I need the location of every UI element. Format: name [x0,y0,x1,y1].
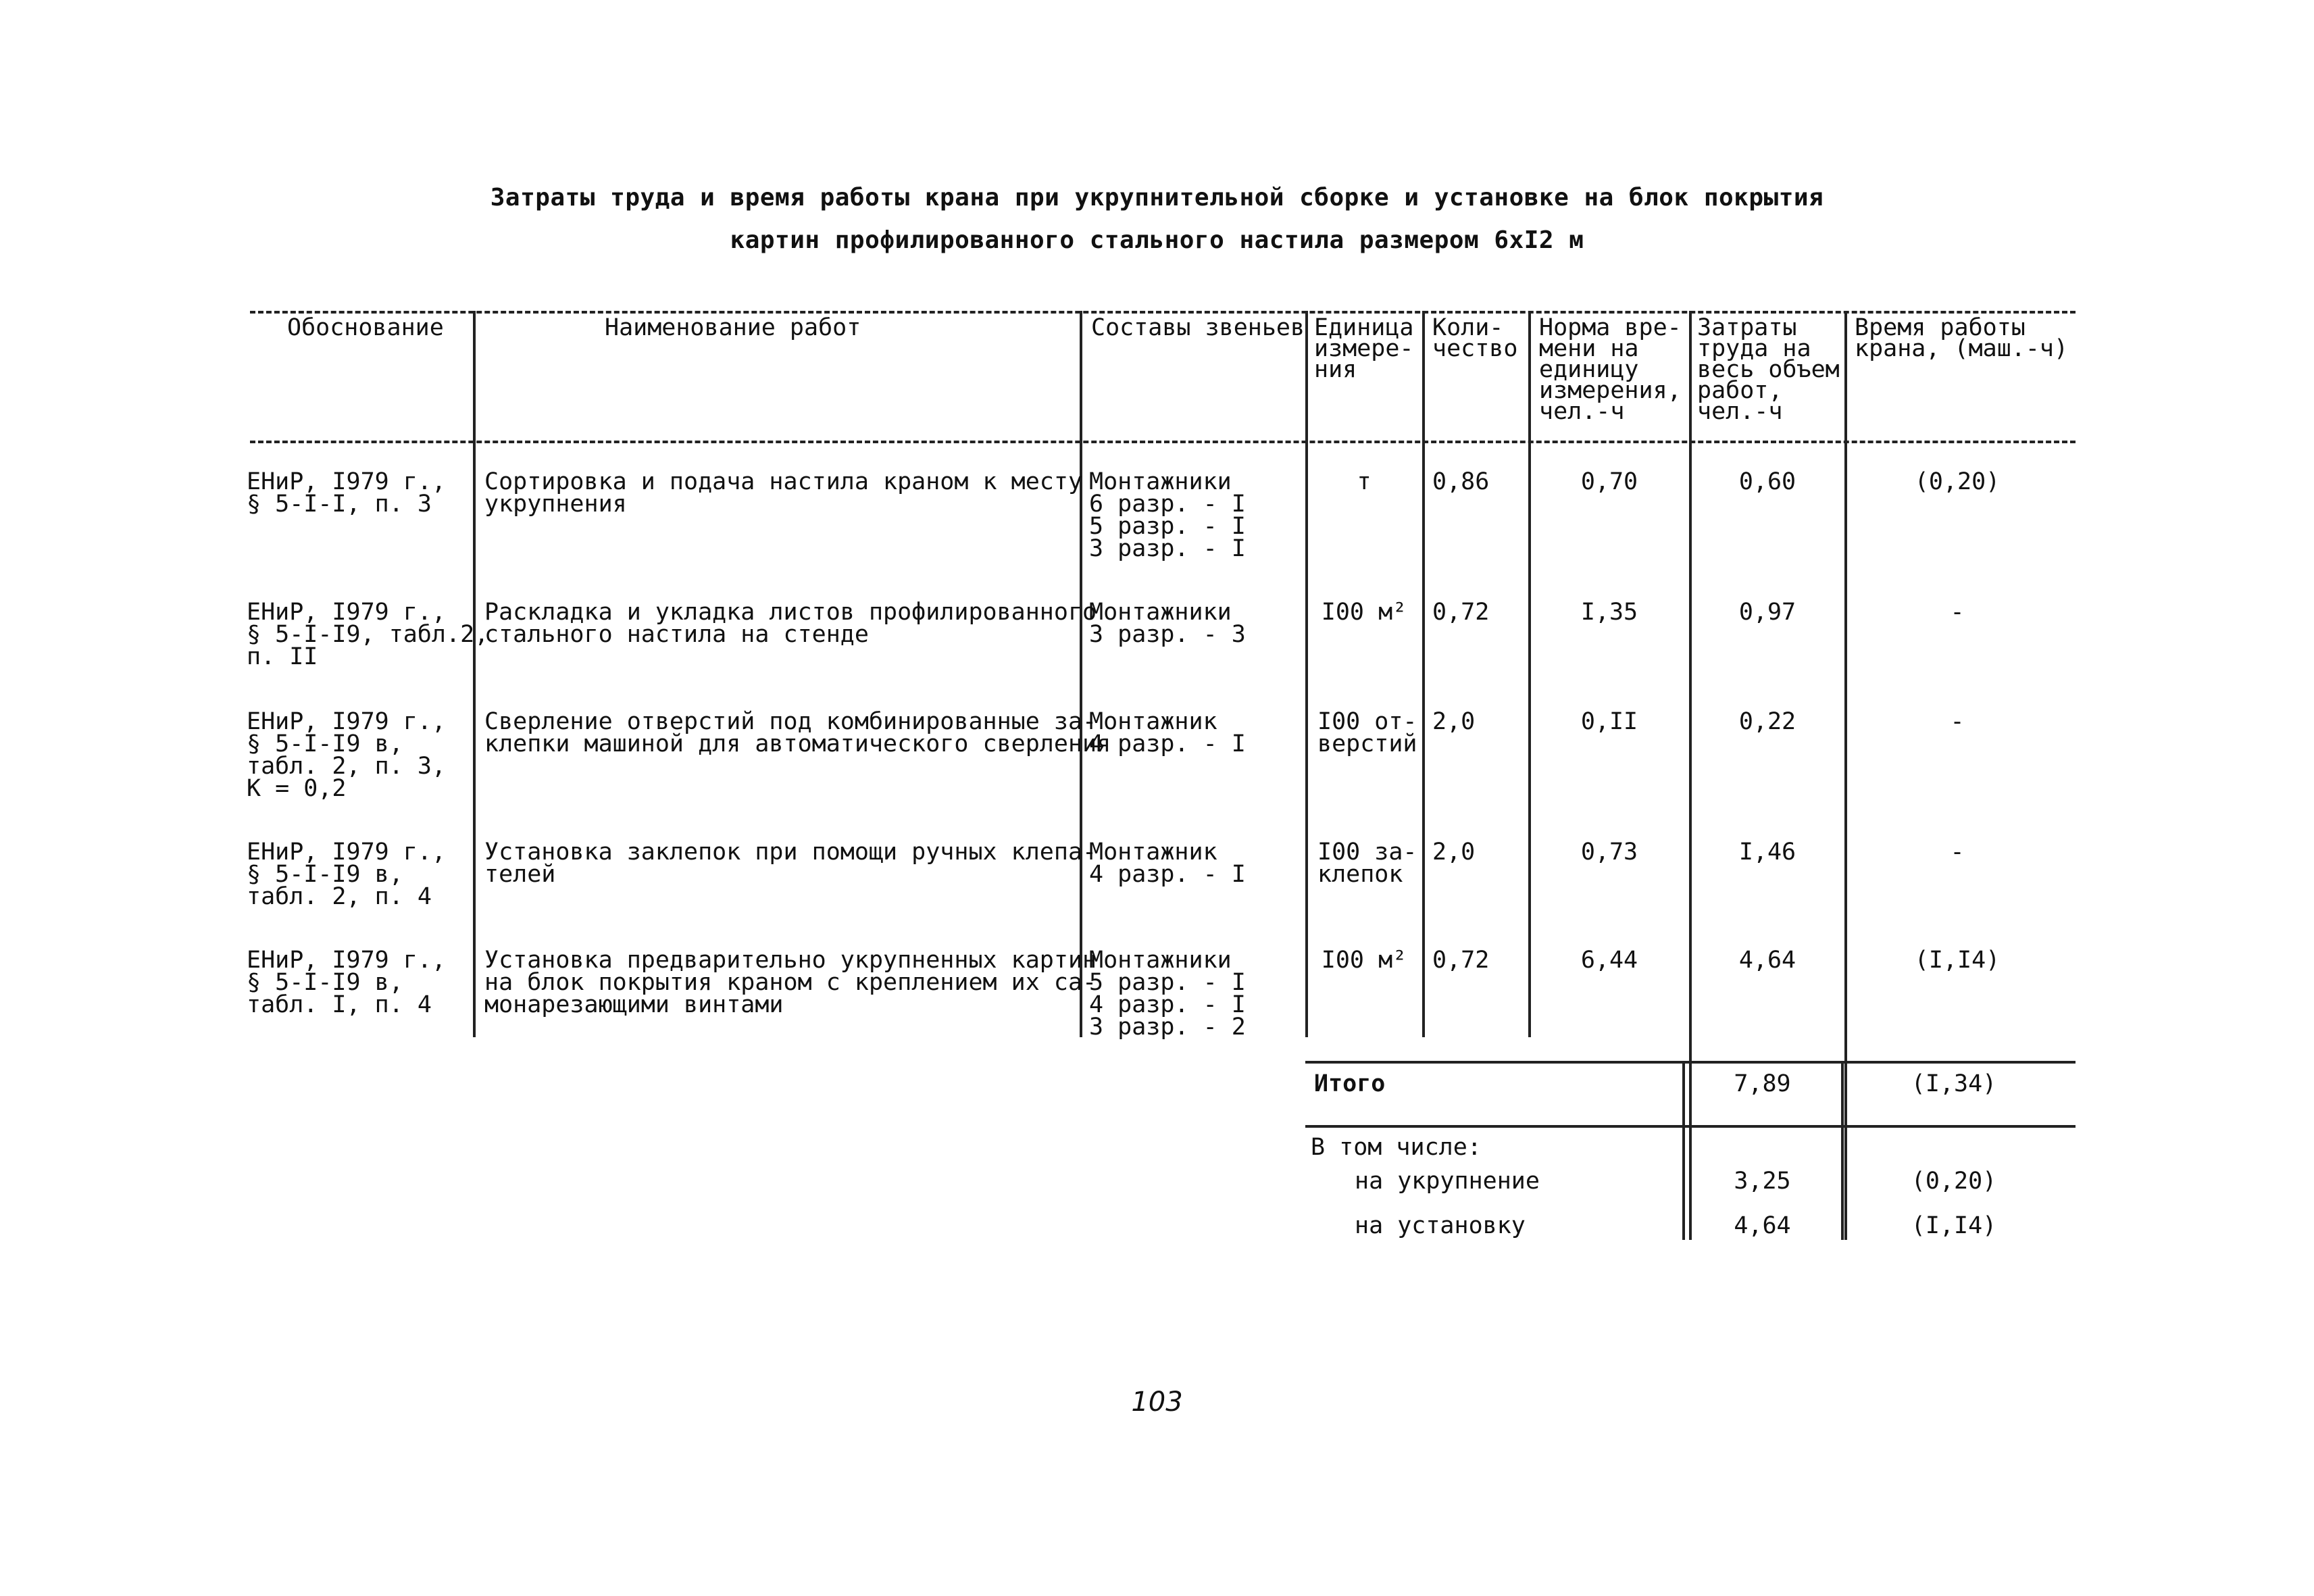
table-row-5-crew: Монтажники 5 разр. - I 4 разр. - I 3 разр. - 2 [1089,947,1246,1041]
header-crane-time: Время работы крана, (маш.-ч) [1855,314,2069,362]
table-row-3-labor: 0,22 [1738,708,1796,735]
col-divider-5 [1528,311,1531,1037]
table-row-5-quantity: 0,72 [1432,947,1490,974]
table-row-4-quantity: 2,0 [1432,839,1476,866]
table-row-3-time-norm: 0,II [1580,708,1638,735]
table-row-4-crane-time: - [1950,839,1965,866]
table-row-3-basis: ЕНиР, I979 г., § 5-I-I9 в, табл. 2, п. 3, К = 0,2 [247,708,447,802]
col-divider-2 [1080,311,1082,1037]
table-row-2-time-norm: I,35 [1580,599,1638,626]
table-row-3-work-name: Сверление отверстий под комбинированные за- клепки машиной для автоматического сверления [484,708,1111,757]
table-row-3-quantity: 2,0 [1432,708,1476,735]
table-row-4-work-name: Установка заклепок при помощи ручных клепа- телей [484,839,1097,888]
col-divider-7 [1844,311,1847,1240]
table-row-5-work-name: Установка предварительно укрупненных картин на блок покрытия краном с креплением их са- монарезающими винтами [484,947,1097,1018]
table-row-1-basis: ЕНиР, I979 г., § 5-I-I, п. 3 [247,468,447,518]
table-row-1-quantity: 0,86 [1432,468,1490,495]
table-row-2-quantity: 0,72 [1432,599,1490,626]
table-title-line-2: картин профилированного стального настила размером 6хI2 м [730,226,1584,254]
including-label: В том числе: [1311,1134,1482,1161]
header-bottom-rule [250,441,2076,443]
header-quantity: Коли- чество [1432,314,1518,362]
table-row-5-labor: 4,64 [1738,947,1796,974]
header-labor: Затраты труда на весь объем работ, чел.-ч [1697,314,1840,425]
table-row-2-labor: 0,97 [1738,599,1796,626]
table-row-1-crane-time: (0,20) [1914,468,2001,495]
table-row-2-crew: Монтажники 3 разр. - 3 [1089,599,1246,648]
table-row-2-basis: ЕНиР, I979 г., § 5-I-I9, табл.2, п. II [247,599,489,670]
summary-divider-2 [1841,1061,1844,1240]
table-row-2-crane-time: - [1950,599,1965,626]
total-bottom-rule [1305,1125,2076,1128]
header-basis: Обоснование [287,314,444,341]
header-crew: Составы звеньев [1091,314,1305,341]
col-divider-3 [1305,311,1308,1037]
table-row-2-work-name: Раскладка и укладка листов профилированного стального настила на стенде [484,599,1097,648]
including-item-1-labor: 3,25 [1734,1168,1791,1195]
including-item-2-label: на установку [1355,1212,1526,1239]
col-divider-4 [1422,311,1425,1037]
table-row-1-labor: 0,60 [1738,468,1796,495]
table-row-1-unit: т [1357,468,1372,495]
table-row-1-time-norm: 0,70 [1580,468,1638,495]
header-top-rule [250,311,2076,314]
col-divider-1 [473,311,476,1037]
including-item-2-crane-time: (I,I4) [1911,1212,1997,1239]
table-title-line-1: Затраты труда и время работы крана при укрупнительной сборке и установке на блок покрытия [490,184,1824,211]
table-row-3-crane-time: - [1950,708,1965,735]
table-row-5-crane-time: (I,I4) [1914,947,2001,974]
table-row-5-unit: I00 м² [1321,947,1407,974]
page-number: 103 [1131,1387,1183,1418]
total-top-rule [1305,1061,2076,1064]
table-row-4-labor: I,46 [1738,839,1796,866]
header-work-name: Наименование работ [605,314,861,341]
table-row-1-work-name: Сортировка и подача настила краном к месту укрупнения [484,468,1083,518]
col-divider-6 [1689,311,1692,1240]
table-row-2-unit: I00 м² [1321,599,1407,626]
including-item-1-label: на укрупнение [1355,1168,1540,1195]
table-row-5-basis: ЕНиР, I979 г., § 5-I-I9 в, табл. I, п. 4 [247,947,447,1018]
table-row-4-basis: ЕНиР, I979 г., § 5-I-I9 в, табл. 2, п. 4 [247,839,447,910]
total-crane-time: (I,34) [1911,1070,1997,1097]
table-row-3-unit: I00 от- верстий [1317,708,1417,757]
table-row-4-unit: I00 за- клепок [1317,839,1417,888]
summary-divider-1 [1682,1061,1685,1240]
total-label: Итого [1314,1070,1386,1097]
table-row-3-crew: Монтажник 4 разр. - I [1089,708,1246,757]
header-time-norm: Норма вре- мени на единицу измерения, чел.-ч [1539,314,1682,425]
table-row-4-time-norm: 0,73 [1580,839,1638,866]
table-row-4-crew: Монтажник 4 разр. - I [1089,839,1246,888]
header-unit: Единица измере- ния [1314,314,1414,383]
table-row-1-crew: Монтажники 6 разр. - I 5 разр. - I 3 разр. - I [1089,468,1246,562]
table-row-5-time-norm: 6,44 [1580,947,1638,974]
total-labor: 7,89 [1734,1070,1791,1097]
including-item-2-labor: 4,64 [1734,1212,1791,1239]
including-item-1-crane-time: (0,20) [1911,1168,1997,1195]
